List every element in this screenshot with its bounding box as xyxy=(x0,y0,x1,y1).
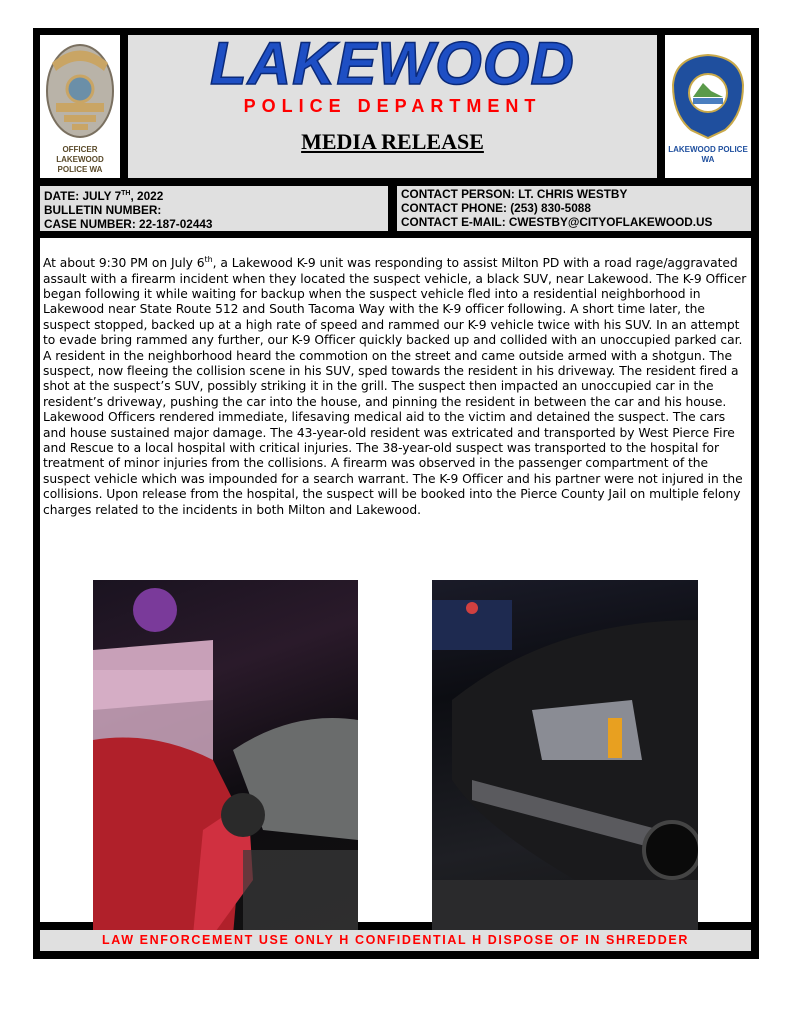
contact-email[interactable]: CONTACT E-MAIL: CWESTBY@CITYOFLAKEWOOD.US xyxy=(401,215,713,229)
officer-badge-graphic xyxy=(40,35,120,143)
release-text: At about 9:30 PM on July 6th, a Lakewood K-9 unit was responding to assist Milton PD with a road rage/aggravated assault with a firearm incident when they located the suspect vehicle, a black SUV, near Lakewood. The K-9 Officer began following it while waiting for backup when the suspect vehicle fled into a residential neighborhood in Lakewood near State Route 512 and South Tacoma Way with the K-9 officer following. A short time later, the suspect stopped, backed up at a high rate of speed and rammed our K-9 vehicle twice with his SUV. In an attempt to evade bring rammed any further, our K-9 Officer quickly backed up and collided with an unoccupied parked car. A resident in the neighborhood heard the commotion on the street and came outside armed with a shotgun. The suspect, now fleeing the collision scene in his SUV, sped towards the resident in his driveway. The resident fired a shot at the suspect’s SUV, possibly striking it in the grill. The suspect then impacted an unoccupied car in the resident’s driveway, pushing the car into the house, and pinning the resident in between the car and his house. Lakewood Officers rendered immediate, lifesaving medical aid to the victim and detained the suspect. The cars and house sustained major damage. The 43-year-old resident was extricated and transported by West Pierce Fire and Rescue to a local hospital with critical injuries. The 38-year-old suspect was transported to the hospital for treatment of minor injuries from the collisions. A firearm was observed in the passenger compartment of the suspect vehicle which was impounded for a search warrant. The K-9 Officer and his partner were not injured in the collisions. Upon release from the hospital, the suspect will be booked into the Pierce County Jail on multiple felony charges related to the incidents in both Milton and Lakewood. xyxy=(43,255,747,517)
release-body xyxy=(40,238,751,922)
page-title: MEDIA RELEASE xyxy=(301,129,484,154)
contact-phone: CONTACT PHONE: (253) 830-5088 xyxy=(401,201,591,215)
contact-info xyxy=(397,186,751,231)
case-number: CASE NUMBER: 22-187-02443 xyxy=(44,216,213,231)
officer-badge-text: OFFICER LAKEWOOD POLICE WA xyxy=(56,145,104,174)
bulletin-number: BULLETIN NUMBER: xyxy=(44,202,162,217)
header-banner xyxy=(128,30,657,178)
house-crash-photo xyxy=(93,580,358,935)
officer-badge-logo xyxy=(40,35,120,178)
department-subtitle: POLICE DEPARTMENT xyxy=(243,96,542,116)
police-patch-graphic xyxy=(665,35,751,143)
release-date: DATE: JULY 7TH, 2022 xyxy=(44,188,164,203)
bulletin-info xyxy=(40,186,388,231)
contact-person: CONTACT PERSON: LT. CHRIS WESTBY xyxy=(401,187,628,201)
damaged-k9-vehicle-photo xyxy=(432,580,698,935)
department-wordmark: LAKEWOOD xyxy=(210,30,575,97)
confidentiality-footer: LAW ENFORCEMENT USE ONLY H CONFIDENTIAL H DISPOSE OF IN SHREDDER xyxy=(40,930,751,951)
release-frame xyxy=(33,28,759,959)
police-patch-logo xyxy=(665,35,751,178)
police-patch-text: LAKEWOOD POLICE WA xyxy=(668,145,748,164)
